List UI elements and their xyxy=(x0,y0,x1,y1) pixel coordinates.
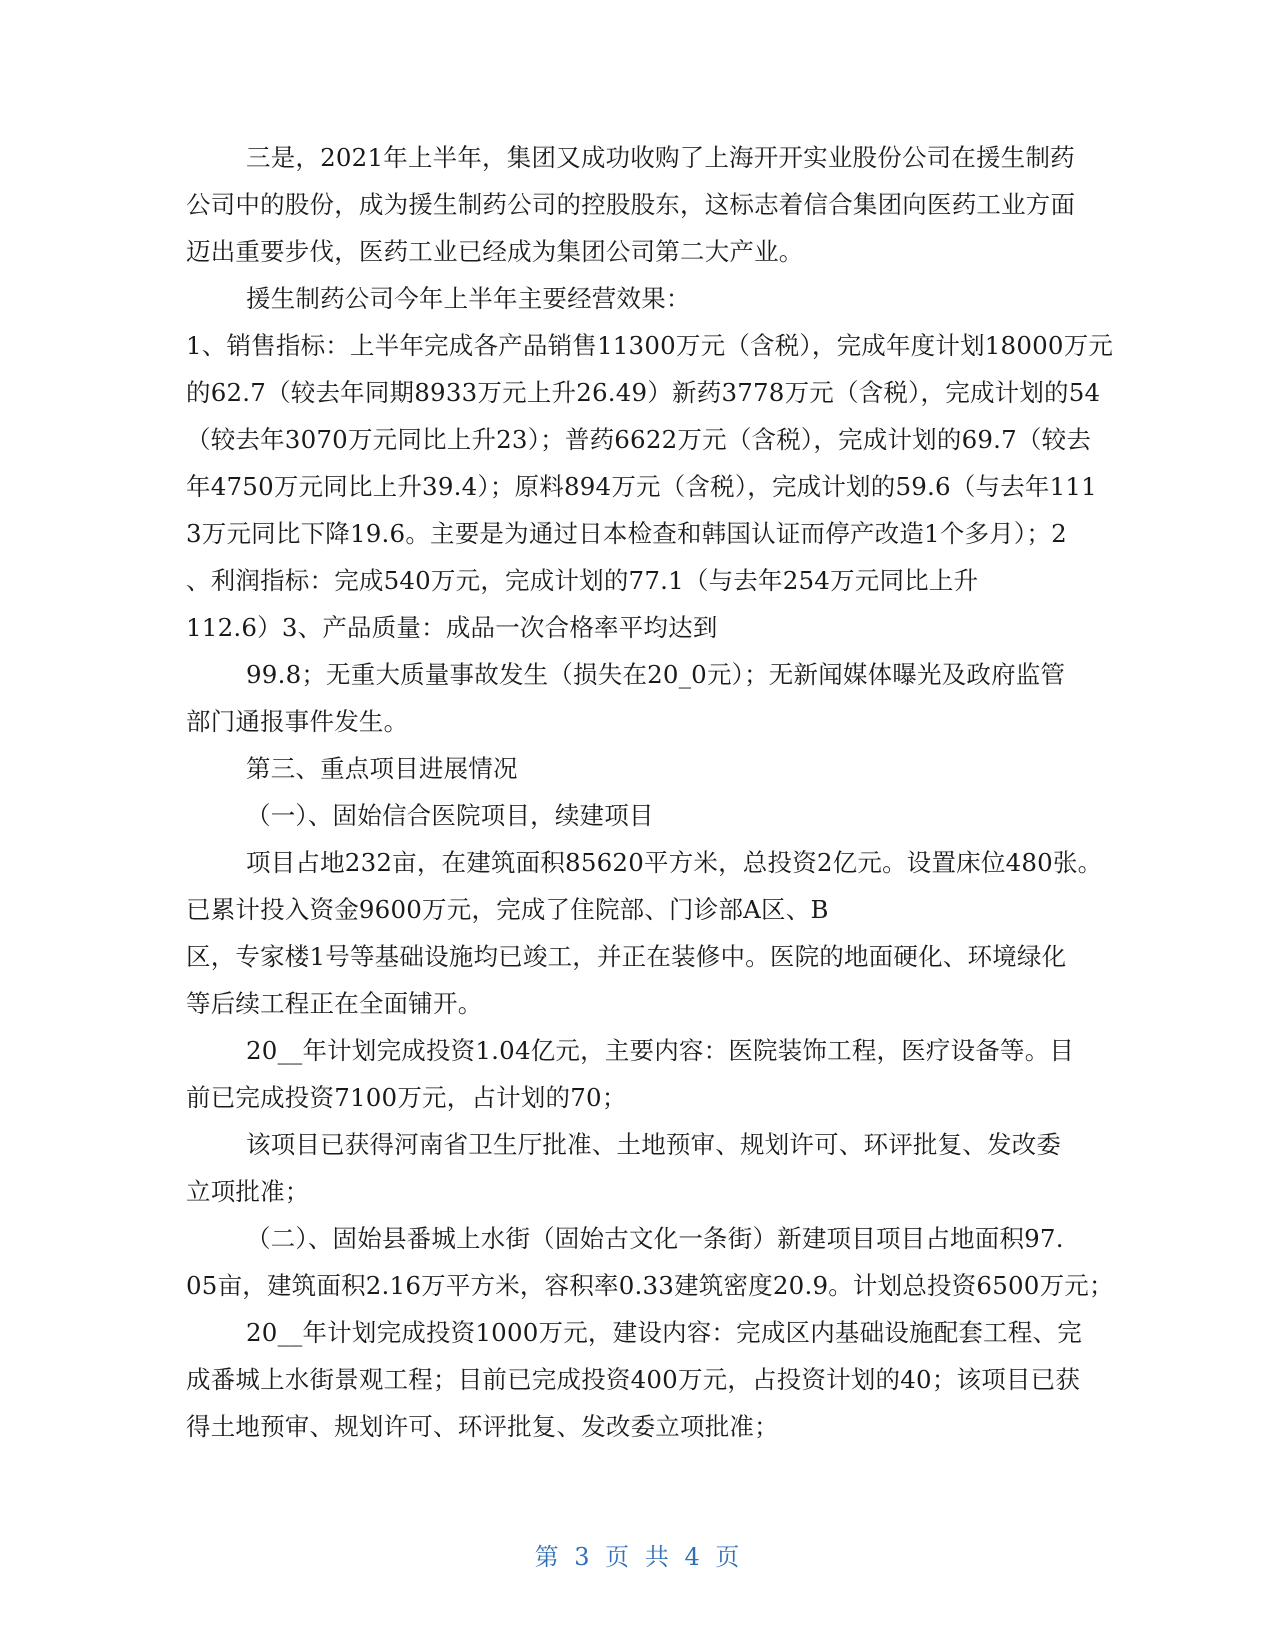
paragraph-line: 成番城上水街景观工程；目前已完成投资400万元，占投资计划的40；该项目已获 xyxy=(186,1365,1081,1394)
paragraph-line: 112.6）3、产品质量：成品一次合格率平均达到 xyxy=(186,613,718,642)
paragraph-line: 援生制药公司今年上半年主要经营效果： xyxy=(246,284,691,313)
paragraph-line: 3万元同比下降19.6。主要是为通过日本检查和韩国认证而停产改造1个多月）；2 xyxy=(186,519,1067,548)
paragraph-line: 该项目已获得河南省卫生厅批准、土地预审、规划许可、环评批复、发改委 xyxy=(246,1130,1062,1159)
paragraph-line: 05亩，建筑面积2.16万平方米，容积率0.33建筑密度20.9。计划总投资6500万元； xyxy=(186,1271,1114,1300)
paragraph-line: 年4750万元同比上升39.4）；原料894万元（含税），完成计划的59.6（与去年111 xyxy=(186,472,1097,501)
paragraph-line: 三是，2021年上半年，集团又成功收购了上海开开实业股份公司在援生制药 xyxy=(246,143,1075,172)
total-page-count: 4 xyxy=(684,1543,701,1571)
paragraph-line: （较去年3070万元同比上升23）；普药6622万元（含税），完成计划的69.7（较去 xyxy=(186,425,1092,454)
section-heading: 第三、重点项目进展情况 xyxy=(246,754,518,783)
current-page-number: 3 xyxy=(574,1543,591,1571)
footer-page-word: 页 xyxy=(605,1543,631,1571)
footer-suffix: 页 xyxy=(715,1543,741,1571)
paragraph-line: 前已完成投资7100万元，占计划的70； xyxy=(186,1083,627,1112)
paragraph-line: 的62.7（较去年同期8933万元上升26.49）新药3778万元（含税），完成计划的54 xyxy=(186,378,1101,407)
paragraph-line: 得土地预审、规划许可、环评批复、发改委立项批准； xyxy=(186,1412,779,1441)
paragraph-line: 迈出重要步伐，医药工业已经成为集团公司第二大产业。 xyxy=(186,237,804,266)
paragraph-line: 等后续工程正在全面铺开。 xyxy=(186,989,483,1018)
subsection-heading: （一）、固始信合医院项目，续建项目 xyxy=(246,801,654,830)
paragraph-line: 区，专家楼1号等基础设施均已竣工，并正在装修中。医院的地面硬化、环境绿化 xyxy=(186,942,1067,971)
paragraph-line: 20__年计划完成投资1000万元，建设内容：完成区内基础设施配套工程、完 xyxy=(246,1318,1082,1347)
paragraph-line: 、利润指标：完成540万元，完成计划的77.1（与去年254万元同比上升 xyxy=(186,566,979,595)
paragraph-line: 99.8；无重大质量事故发生（损失在20_0元）；无新闻媒体曝光及政府监管 xyxy=(246,660,1066,689)
paragraph-line: 项目占地232亩，在建筑面积85620平方米，总投资2亿元。设置床位480张。 xyxy=(246,848,1103,877)
paragraph-line: 部门通报事件发生。 xyxy=(186,707,409,736)
subsection-heading: （二）、固始县番城上水街（固始古文化一条街）新建项目项目占地面积97. xyxy=(246,1224,1064,1253)
page-footer xyxy=(0,1537,1275,1572)
paragraph-line: 20__年计划完成投资1.04亿元，主要内容：医院装饰工程，医疗设备等。目 xyxy=(246,1036,1075,1065)
footer-total-word: 共 xyxy=(644,1543,670,1571)
paragraph-line: 已累计投入资金9600万元，完成了住院部、门诊部A区、B xyxy=(186,895,829,924)
paragraph-line: 立项批准； xyxy=(186,1177,310,1206)
paragraph-line: 1、销售指标：上半年完成各产品销售11300万元（含税），完成年度计划18000万元 xyxy=(186,331,1114,360)
footer-prefix: 第 xyxy=(534,1543,560,1571)
paragraph-line: 公司中的股份，成为援生制药公司的控股股东，这标志着信合集团向医药工业方面 xyxy=(186,190,1076,219)
